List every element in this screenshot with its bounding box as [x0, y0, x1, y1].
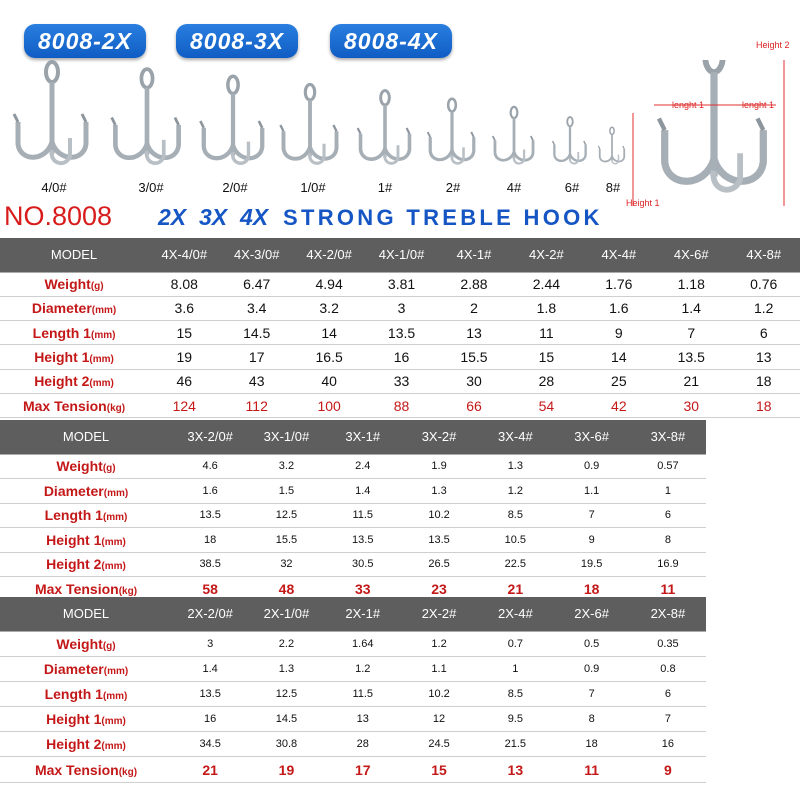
model-column-header: 3X-2# [401, 420, 477, 454]
table-cell: 8 [630, 528, 706, 553]
row-label [0, 757, 172, 782]
table-cell: 7 [553, 503, 629, 528]
table-cell: 0.5 [553, 631, 629, 656]
hook-1-icon [358, 91, 410, 164]
title-strong-treble-hook: STRONG TREBLE HOOK [283, 205, 603, 230]
hook-4-0-icon [14, 62, 86, 163]
row-label-name: Height 1 [46, 531, 102, 548]
spec-table-4x [0, 238, 800, 418]
hook-6-icon [553, 117, 586, 164]
table-cell: 1.2 [727, 296, 800, 320]
table-row [0, 757, 706, 782]
hook-2-0-icon [200, 76, 262, 163]
table-cell: 14 [583, 345, 655, 369]
table-cell: 3.2 [293, 296, 365, 320]
table-row [0, 552, 706, 577]
table-cell: 1.3 [477, 454, 553, 479]
table-cell: 3.81 [365, 272, 437, 296]
table-row [0, 345, 800, 369]
table-header-row [0, 597, 706, 631]
row-label [0, 393, 148, 417]
table-row [0, 707, 706, 732]
model-header: MODEL [0, 238, 148, 272]
table-cell: 1.8 [510, 296, 582, 320]
size-label-8: 8# [605, 180, 621, 195]
table-cell: 6 [727, 321, 800, 345]
table-cell: 7 [630, 707, 706, 732]
table-cell: 1.6 [172, 479, 248, 504]
table-cell: 40 [293, 369, 365, 393]
row-label-unit: (mm) [102, 512, 128, 524]
table-cell: 124 [148, 393, 220, 417]
table-cell: 30 [438, 369, 510, 393]
table-cell: 19 [248, 757, 324, 782]
table-cell: 1.2 [477, 479, 553, 504]
table-cell: 7 [553, 681, 629, 706]
badge-8008-4x: 8008-4X [330, 24, 452, 58]
row-label [0, 732, 172, 757]
row-label-name: Length 1 [44, 685, 103, 702]
table-cell: 1 [630, 479, 706, 504]
table-cell: 1.3 [401, 479, 477, 504]
spec-table-3x [0, 420, 706, 602]
size-label-4-0: 4/0# [41, 180, 67, 195]
table-cell: 16.9 [630, 552, 706, 577]
table-cell: 6.47 [221, 272, 293, 296]
model-column-header: 4X-6# [655, 238, 727, 272]
table-cell: 7 [655, 321, 727, 345]
table-cell: 3.6 [148, 296, 220, 320]
table-cell: 3 [365, 296, 437, 320]
model-column-header: 3X-1# [325, 420, 401, 454]
dimension-diagram-hook [659, 60, 763, 190]
table-cell: 17 [221, 345, 293, 369]
table-cell: 13.5 [172, 681, 248, 706]
table-cell: 18 [727, 393, 800, 417]
title-3x: 3X [199, 204, 228, 230]
table-cell: 112 [221, 393, 293, 417]
model-column-header: 4X-2/0# [293, 238, 365, 272]
hook-4-icon [493, 107, 533, 164]
row-label-name: Length 1 [44, 507, 103, 524]
model-column-header: 4X-3/0# [221, 238, 293, 272]
table-cell: 8.08 [148, 272, 220, 296]
table-cell: 1.9 [401, 454, 477, 479]
table-cell: 13.5 [172, 503, 248, 528]
row-label [0, 681, 172, 706]
row-label [0, 321, 148, 345]
table-row [0, 503, 706, 528]
table-cell: 1.2 [401, 631, 477, 656]
table-cell: 3.4 [221, 296, 293, 320]
row-label [0, 552, 172, 577]
row-label-unit: (mm) [101, 561, 126, 573]
row-label [0, 707, 172, 732]
size-label-6: 6# [564, 180, 580, 195]
model-header: MODEL [0, 597, 172, 631]
table-cell: 32 [248, 552, 324, 577]
table-cell: 22.5 [477, 552, 553, 577]
table-cell: 30.8 [248, 732, 324, 757]
height1-label: Height 1 [626, 198, 660, 208]
row-label-name: Height 1 [34, 349, 90, 366]
model-column-header: 3X-2/0# [172, 420, 248, 454]
table-cell: 25 [583, 369, 655, 393]
row-label [0, 631, 172, 656]
model-column-header: 2X-2# [401, 597, 477, 631]
hook-8-icon [598, 127, 624, 163]
model-column-header: 4X-4/0# [148, 238, 220, 272]
size-label-2: 2# [445, 180, 461, 195]
table-cell: 21 [172, 757, 248, 782]
table-row [0, 479, 706, 504]
row-label [0, 454, 172, 479]
table-cell: 13.5 [325, 528, 401, 553]
table-cell: 15.5 [248, 528, 324, 553]
table-header-row [0, 238, 800, 272]
table-cell: 16.5 [293, 345, 365, 369]
table-cell: 18 [727, 369, 800, 393]
row-label-unit: (mm) [91, 305, 117, 317]
model-column-header: 2X-8# [630, 597, 706, 631]
spec-table-2x [0, 597, 706, 783]
height2-label: Height 2 [756, 40, 790, 50]
table-cell: 19.5 [553, 552, 629, 577]
row-label-name: Weight [44, 276, 91, 293]
row-label-unit: (mm) [103, 487, 129, 499]
table-cell: 4.94 [293, 272, 365, 296]
table-cell: 24.5 [401, 732, 477, 757]
row-label [0, 296, 148, 320]
table-cell: 13 [438, 321, 510, 345]
row-label-name: Height 2 [46, 556, 102, 573]
model-number-title: NO.8008 [4, 201, 113, 231]
table-cell: 9 [630, 757, 706, 782]
badge-8008-2x: 8008-2X [24, 24, 146, 58]
row-label-name: Max Tension [34, 761, 119, 778]
model-column-header: 3X-1/0# [248, 420, 324, 454]
table-cell: 0.76 [727, 272, 800, 296]
table-row [0, 393, 800, 417]
table-cell: 9.5 [477, 707, 553, 732]
table-row [0, 656, 706, 681]
model-column-header: 4X-1/0# [365, 238, 437, 272]
size-label-3-0: 3/0# [138, 180, 164, 195]
table-cell: 12 [401, 707, 477, 732]
table-cell: 38.5 [172, 552, 248, 577]
row-label-unit: (mm) [103, 665, 129, 677]
table-cell: 0.9 [553, 454, 629, 479]
model-column-header: 2X-2/0# [172, 597, 248, 631]
title-4x: 4X [240, 204, 269, 230]
row-label [0, 528, 172, 553]
row-label-name: Max Tension [34, 580, 119, 597]
table-cell: 17 [325, 757, 401, 782]
model-column-header: 2X-4# [477, 597, 553, 631]
table-cell: 16 [630, 732, 706, 757]
table-cell: 3.2 [248, 454, 324, 479]
table-row [0, 454, 706, 479]
size-label-1: 1# [377, 180, 393, 195]
table-cell: 1.18 [655, 272, 727, 296]
table-row [0, 321, 800, 345]
table-cell: 2.2 [248, 631, 324, 656]
row-label-name: Height 1 [46, 711, 102, 728]
table-cell: 54 [510, 393, 582, 417]
table-cell: 11.5 [325, 503, 401, 528]
table-cell: 1.1 [553, 479, 629, 504]
table-cell: 26.5 [401, 552, 477, 577]
size-label-1-0: 1/0# [300, 180, 326, 195]
table-cell: 28 [510, 369, 582, 393]
table-cell: 2.4 [325, 454, 401, 479]
table-cell: 1.5 [248, 479, 324, 504]
table-cell: 66 [438, 393, 510, 417]
row-label-unit: (g) [102, 463, 116, 475]
table-cell: 1 [477, 656, 553, 681]
table-cell: 9 [553, 528, 629, 553]
model-column-header: 2X-6# [553, 597, 629, 631]
row-label-unit: (mm) [90, 329, 116, 341]
model-column-header: 4X-2# [510, 238, 582, 272]
table-cell: 30 [655, 393, 727, 417]
row-label [0, 345, 148, 369]
table-cell: 8.5 [477, 681, 553, 706]
table-cell: 1.6 [583, 296, 655, 320]
table-cell: 1.1 [401, 656, 477, 681]
row-label-unit: (mm) [101, 536, 126, 548]
table-row [0, 296, 800, 320]
table-cell: 15 [510, 345, 582, 369]
table-cell: 1.76 [583, 272, 655, 296]
model-column-header: 3X-6# [553, 420, 629, 454]
table-row [0, 272, 800, 296]
length1-left-label: lenght 1 [672, 100, 705, 110]
row-label-unit: (kg) [106, 402, 126, 414]
hook-3-0-icon [112, 69, 179, 163]
row-label-name: Max Tension [22, 397, 107, 414]
table-cell: 16 [365, 345, 437, 369]
table-row [0, 681, 706, 706]
table-cell: 21 [477, 577, 553, 602]
table-cell: 1.4 [325, 479, 401, 504]
table-cell: 18 [172, 528, 248, 553]
table-row [0, 631, 706, 656]
table-cell: 1.3 [248, 656, 324, 681]
table-cell: 33 [365, 369, 437, 393]
row-label-name: Diameter [43, 482, 104, 499]
row-label [0, 272, 148, 296]
table-cell: 11 [553, 757, 629, 782]
table-cell: 21.5 [477, 732, 553, 757]
row-label-unit: (mm) [101, 716, 126, 728]
row-label-name: Weight [56, 458, 103, 475]
model-column-header: 2X-1/0# [248, 597, 324, 631]
table-cell: 0.57 [630, 454, 706, 479]
model-column-header: 2X-1# [325, 597, 401, 631]
table-cell: 30.5 [325, 552, 401, 577]
table-cell: 21 [655, 369, 727, 393]
table-cell: 15 [148, 321, 220, 345]
table-cell: 13 [477, 757, 553, 782]
row-label-unit: (g) [90, 281, 104, 293]
model-header: MODEL [0, 420, 172, 454]
table-cell: 43 [221, 369, 293, 393]
table-cell: 11.5 [325, 681, 401, 706]
table-cell: 14.5 [221, 321, 293, 345]
table-cell: 12.5 [248, 503, 324, 528]
table-cell: 19 [148, 345, 220, 369]
size-label-4: 4# [506, 180, 522, 195]
table-cell: 14 [293, 321, 365, 345]
table-cell: 1.64 [325, 631, 401, 656]
table-cell: 0.8 [630, 656, 706, 681]
row-label-unit: (mm) [101, 741, 126, 753]
model-column-header: 3X-4# [477, 420, 553, 454]
row-label-name: Height 2 [46, 736, 102, 753]
hook-2-icon [428, 99, 474, 164]
model-column-header: 4X-1# [438, 238, 510, 272]
table-cell: 0.7 [477, 631, 553, 656]
table-cell: 3 [172, 631, 248, 656]
table-cell: 0.9 [553, 656, 629, 681]
row-label-unit: (kg) [118, 766, 138, 778]
table-cell: 42 [583, 393, 655, 417]
table-cell: 8 [553, 707, 629, 732]
table-cell: 18 [553, 577, 629, 602]
table-cell: 6 [630, 503, 706, 528]
model-column-header: 4X-8# [727, 238, 800, 272]
table-cell: 28 [325, 732, 401, 757]
table-cell: 46 [148, 369, 220, 393]
table-cell: 0.35 [630, 631, 706, 656]
table-cell: 34.5 [172, 732, 248, 757]
size-label-2-0: 2/0# [222, 180, 248, 195]
row-label-unit: (mm) [89, 354, 114, 366]
table-cell: 10.5 [477, 528, 553, 553]
table-cell: 2 [438, 296, 510, 320]
table-cell: 13.5 [401, 528, 477, 553]
table-row [0, 528, 706, 553]
table-cell: 2.44 [510, 272, 582, 296]
hook-1-0-icon [280, 84, 336, 163]
badge-8008-3x: 8008-3X [176, 24, 298, 58]
table-cell: 48 [248, 577, 324, 602]
table-cell: 9 [583, 321, 655, 345]
table-cell: 8.5 [477, 503, 553, 528]
table-cell: 1.2 [325, 656, 401, 681]
table-cell: 6 [630, 681, 706, 706]
table-cell: 11 [510, 321, 582, 345]
table-row [0, 732, 706, 757]
row-label-unit: (kg) [118, 585, 138, 597]
table-cell: 13 [727, 345, 800, 369]
table-cell: 100 [293, 393, 365, 417]
table-cell: 1.4 [655, 296, 727, 320]
row-label-name: Diameter [31, 300, 92, 317]
table-cell: 18 [553, 732, 629, 757]
table-cell: 13 [325, 707, 401, 732]
table-cell: 11 [630, 577, 706, 602]
table-cell: 10.2 [401, 503, 477, 528]
table-cell: 23 [401, 577, 477, 602]
row-label [0, 479, 172, 504]
row-label-name: Height 2 [34, 373, 90, 390]
table-cell: 33 [325, 577, 401, 602]
table-cell: 1.4 [172, 656, 248, 681]
model-column-header: 4X-4# [583, 238, 655, 272]
table-cell: 10.2 [401, 681, 477, 706]
row-label-name: Length 1 [32, 324, 91, 341]
table-cell: 12.5 [248, 681, 324, 706]
row-label-name: Diameter [43, 660, 104, 677]
table-cell: 58 [172, 577, 248, 602]
table-cell: 16 [172, 707, 248, 732]
row-label-unit: (mm) [102, 690, 128, 702]
row-label-name: Weight [56, 635, 103, 652]
table-cell: 2.88 [438, 272, 510, 296]
row-label [0, 656, 172, 681]
table-cell: 13.5 [365, 321, 437, 345]
row-label-unit: (g) [102, 640, 116, 652]
table-cell: 15 [401, 757, 477, 782]
table-cell: 88 [365, 393, 437, 417]
title-2x: 2X [158, 204, 187, 230]
row-label-unit: (mm) [89, 378, 114, 390]
table-row [0, 369, 800, 393]
length1-right-label: lenght 1 [742, 100, 775, 110]
table-cell: 15.5 [438, 345, 510, 369]
model-column-header: 3X-8# [630, 420, 706, 454]
row-label [0, 369, 148, 393]
table-cell: 4.6 [172, 454, 248, 479]
table-cell: 14.5 [248, 707, 324, 732]
table-header-row [0, 420, 706, 454]
table-cell: 13.5 [655, 345, 727, 369]
row-label [0, 503, 172, 528]
